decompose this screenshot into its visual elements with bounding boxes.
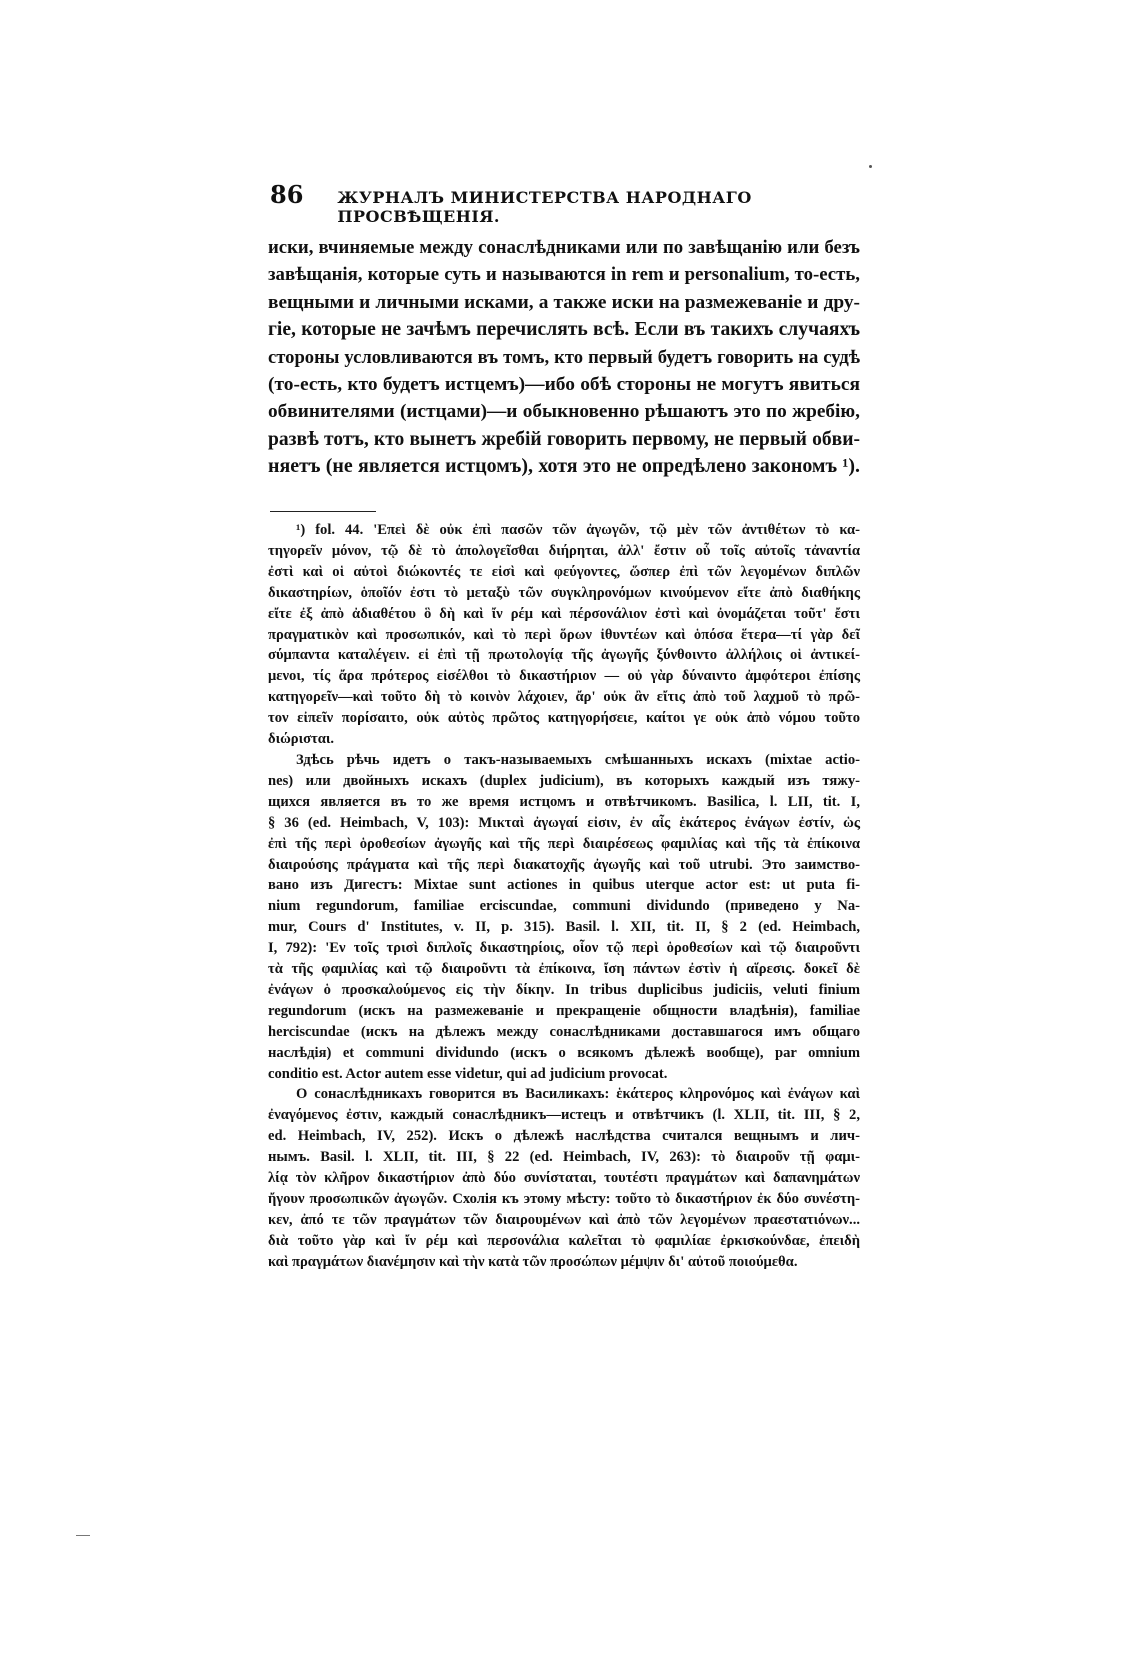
footnote-line: τηγορεῖν μόνον, τῷ δὲ τὸ ἀπολογεῖσθαι διήρηται, ἀλλ' ἔστιν οὗ τοῖς αὐτοῖς τἀναντία xyxy=(268,542,860,559)
footnote-line: ἐστὶ καὶ οἱ αὐτοὶ διώκοντές τε εἰσὶ καὶ φεύγοντες, ὥσπερ ἐπὶ τῶν λεγομένων διπλῶν xyxy=(268,563,860,580)
footnotes xyxy=(268,520,860,1273)
main-paragraph xyxy=(268,234,860,481)
commentary-line: вано изъ Дигестъ: Mixtae sunt actiones in quibus uterque actor est: ut puta fi- xyxy=(268,877,860,894)
footnote-line: τον εἰπεῖν πορίσαιτο, οὐκ αὐτὸς πρῶτος κατηγορήσειε, καίτοι γε οὐκ ἀπὸ νόμου τοῦτο xyxy=(268,710,860,727)
footnote-line: μενοι, τίς ἄρα πρότερος εἰσέλθοι τὸ δικαστήριον — οὐ γὰρ δύναιντο ἀμφότεροι ἐπίσης xyxy=(268,668,860,685)
commentary-line: ἤγουν προσωπικῶν ἀγωγῶν. Схолія къ этому мѣсту: τοῦτο τὸ δικαστήριον ἐκ δύο συνέστη- xyxy=(268,1191,860,1207)
commentary-line: herciscundae (искъ на дѣлежъ между сонаслѣдниками доставшагося имъ общаго xyxy=(268,1023,860,1040)
footnote-line: ¹) fol. 44. 'Επεὶ δὲ οὐκ ἐπὶ πασῶν τῶν ἀγωγῶν, τῷ μὲν τῶν ἀντιθέτων τὸ κα- xyxy=(296,522,860,538)
commentary-line: regundorum (искъ на размежеваніе и прекращеніе общности владѣнія), familiae xyxy=(268,1002,860,1019)
commentary-line: Здѣсь рѣчь идетъ о такъ-называемыхъ смѣшанныхъ искахъ (mixtae actio- xyxy=(296,751,860,768)
text-line: гіе, которые не зачѣмъ перечислять всѣ. Если въ такихъ случаяхъ xyxy=(268,319,860,341)
commentary-line: щихся является въ то же время истцомъ и отвѣтчикомъ. Basilica, l. LII, tit. I, xyxy=(268,793,860,810)
commentary-line: ed. Heimbach, IV, 252). Искъ о дѣлежѣ наслѣдства считался вещнымъ и лич- xyxy=(268,1128,860,1145)
footnote-line: διώρισται. xyxy=(268,731,335,748)
footnote-line: σύμπαντα καταλέγειν. εἰ ἐπὶ τῇ πρωτολογίᾳ τῆς ἀγωγῆς ξύνθοιντο ἀλλήλοις οἱ ἀντικεί- xyxy=(268,647,860,664)
commentary-line: διαιρούσης πράγματα καὶ τῆς περὶ διακατοχῆς ἀγωγῆς καὶ τοῦ utrubi. Это заимство- xyxy=(268,856,860,873)
commentary-line: ἐπὶ τῆς περὶ ὁροθεσίων ἀγωγῆς καὶ τῆς περὶ διαιρέσεως φαμιλίας καὶ τῆς τὰ ἐπίκοινα xyxy=(268,835,860,852)
commentary-line: I, 792): 'Εν τοῖς τρισὶ διπλοῖς δικαστηρίοις, οἷον τῷ περὶ ὁροθεσίων καὶ τῷ διαιροῦντι xyxy=(268,940,860,957)
text-line: стороны условливаются въ томъ, кто первый будетъ говорить на судѣ xyxy=(268,346,860,368)
commentary-line: τὰ τῆς φαμιλίας καὶ τῷ διαιροῦντι τὰ ἐπίκοινα, ἴση πάντων ἐστὶν ἡ αἵρεσις. δοκεῖ δὲ xyxy=(268,961,860,978)
margin-mark xyxy=(76,1535,90,1536)
commentary-line: κεν, ἀπό τε τῶν πραγμάτων τῶν διαιρουμένων καὶ ἀπὸ τῶν λεγομένων πραεστατιόνων... xyxy=(268,1211,860,1228)
page-number: 86 xyxy=(270,180,304,209)
commentary-line: nes) или двойныхъ искахъ (duplex judicium), въ которыхъ каждый изъ тяжу- xyxy=(268,772,860,789)
footnote-line: δικαστηρίων, ὁποῖόν ἐστι τὸ μεταξὺ τῶν συγκληρονόμων κινούμενον εἴτε ἀπὸ διαθήκης xyxy=(268,584,860,601)
text-line: няетъ (не является истцомъ), хотя это не опредѣлено закономъ ¹). xyxy=(268,455,860,478)
text-line: иски, вчиняемые между сонаслѣдниками или по завѣщанію или безъ xyxy=(268,237,860,258)
footnote-line: εἴτε ἐξ ἀπὸ ἀδιαθέτου ὃ δὴ καὶ ἴν ρέμ καὶ πέρσονάλιον ἐστὶ καὶ ὀνομάζεται τοῦτ' ἔστι xyxy=(268,605,860,622)
ink-dot xyxy=(869,165,872,168)
commentary-line: mur, Cours d' Institutes, v. II, p. 315). Basil. l. XII, tit. II, § 2 (ed. Heimbach, xyxy=(268,919,860,936)
commentary-line: conditio est. Actor autem esse videtur, qui ad judicium provocat. xyxy=(268,1065,668,1082)
commentary-line: О сонаслѣдникахъ говорится въ Василикахъ: ἑκάτερος κληρονόμος καὶ ἐνάγων καὶ xyxy=(296,1086,860,1103)
footnote-line: κατηγορεῖν—καὶ τοῦτο δὴ τὸ κοινὸν λάχοιεν, ἄρ' οὐκ ἂν εἴτις ἀπὸ τοῦ λαχμοῦ τὸ πρῶ- xyxy=(268,689,860,706)
text-line: вещными и личными исками, а также иски на размежеваніе и дру- xyxy=(268,291,860,313)
text-line: развѣ тотъ, кто вынетъ жребій говорить первому, не первый обви- xyxy=(268,428,860,450)
commentary-line: нымъ. Basil. l. XLII, tit. III, § 22 (ed. Heimbach, IV, 263): τὸ διαιροῦν τῇ φαμι- xyxy=(268,1149,860,1166)
text-line: (то-есть, кто будетъ истцемъ)—ибо обѣ стороны не могутъ явиться xyxy=(268,374,860,396)
commentary-line: наслѣдія) et communi dividundo (искъ о всякомъ дѣлежѣ вообще), par omnium xyxy=(268,1044,860,1061)
commentary-line: διὰ τοῦτο γὰρ καὶ ἴν ρέμ καὶ περσονάλια καλεῖται τὸ φαμιλίαε ἐρκισκούνδαε, ἐπειδὴ xyxy=(268,1232,860,1249)
footnote-line: πραγματικὸν καὶ προσωπικόν, καὶ τὸ περὶ ὅρων ἰθυντέων καὶ ὁπόσα ἕτερα—τί γὰρ δεῖ xyxy=(268,626,860,643)
text-line: завѣщанія, которые суть и называются in rem и personalium, то-есть, xyxy=(268,264,860,286)
footnote-rule xyxy=(270,511,376,512)
commentary-line: ἐνάγων ὁ προσκαλούμενος εἰς τὴν δίκην. In tribus duplicibus judiciis, veluti finium xyxy=(268,981,860,998)
commentary-line: nium regundorum, familiae erciscundae, communi dividundo (приведено у Na- xyxy=(268,898,860,915)
commentary-line: ἐναγόμενος ἐστιν, каждый сонаслѣдникъ—истецъ и отвѣтчикъ (l. XLII, tit. III, § 2, xyxy=(268,1107,860,1124)
commentary-line: λίᾳ τὸν κλῆρον δικαστήριον ἀπὸ δύο συνίσταται, τουτέστι πραγμάτων καὶ δαπανημάτων xyxy=(268,1170,860,1187)
page-header xyxy=(270,180,870,226)
commentary-line: καὶ πραγμάτων διανέμησιν καὶ τὴν κατὰ τῶν προσώπων μέμψιν δι' αὐτοῦ ποιούμεθα. xyxy=(268,1253,798,1270)
running-title: ЖУРНАЛЪ МИНИСТЕРСТВА НАРОДНАГО ПРОСВѢЩЕНІЯ. xyxy=(337,188,752,226)
commentary-line: § 36 (ed. Heimbach, V, 103): Μικταὶ ἀγωγαί εἰσιν, ἐν αἷς ἑκάτερος ἐνάγων ἐστίν, ὡς xyxy=(268,814,860,831)
text-line: обвинителями (истцами)—и обыкновенно рѣшаютъ это по жребію, xyxy=(268,401,860,423)
